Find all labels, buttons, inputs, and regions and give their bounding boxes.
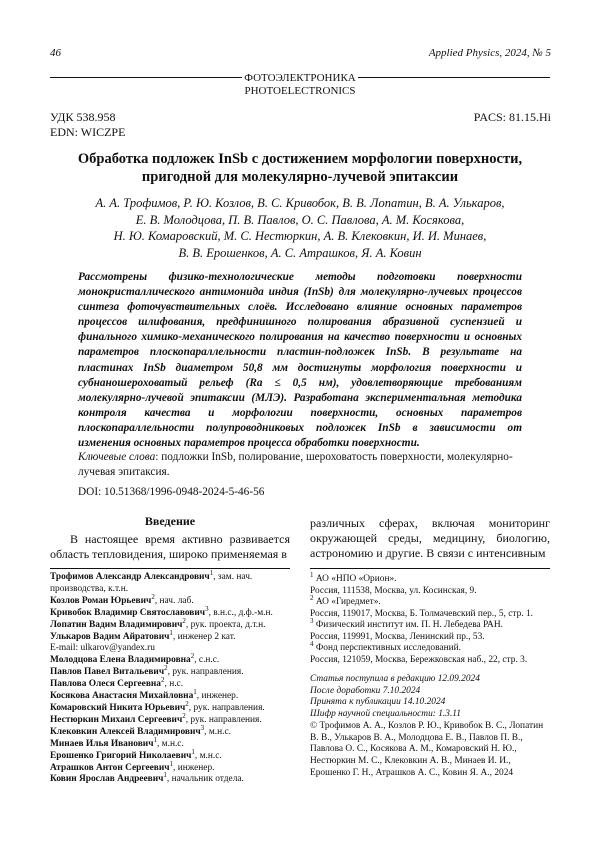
footnote-rule-right xyxy=(310,568,550,569)
organization-name xyxy=(310,639,550,655)
copyright: © Трофимов А. А., Козлов Р. Ю., Кривобок В. С., Лопатин В. В., Улькаров В. А., Молодцова Е. В., Павлов П. В., Павлова О. С., Косякова А. М., Комаровский Н. Ю., Нестюркин М. С., Клековкин А. В., Минаев И. И., Ерошенко Г. Н., Атрашков А. С., Ковин Я. А., 2024 xyxy=(310,721,544,778)
author-role: , рук. направления. xyxy=(167,667,244,678)
author-role: , зам. нач. производства, к.т.н. xyxy=(50,572,253,594)
author-info-item xyxy=(50,628,295,644)
pacs-code: PACS: 81.15.Hi xyxy=(473,110,551,124)
author-role: , начальник отдела. xyxy=(166,774,244,785)
affiliation-mark: 2 xyxy=(164,664,168,673)
section-rule-left xyxy=(50,77,242,78)
author-line: В. В. Ерошенков, А. С. Атрашков, Я. А. Ковин xyxy=(178,245,422,260)
keywords-text: : подложки InSb, полирование, шероховатость поверхности, молекулярно-лучевая эпитаксия. xyxy=(78,451,513,478)
author-role: , рук. проекта, д.т.н. xyxy=(185,619,266,630)
article-dates xyxy=(310,674,550,720)
organization-address: Россия, 121059, Москва, Бережковская наб., 22, стр. 3. xyxy=(310,654,528,665)
author-role: , нач. лаб. xyxy=(154,595,194,606)
affiliation-mark: 1 xyxy=(169,628,173,637)
date-received: Статья поступила в редакцию 12.09.2024 xyxy=(310,674,480,684)
affiliation-mark: 1 xyxy=(191,747,195,756)
author-role: , н.с. xyxy=(164,679,184,690)
affiliation-mark: 3 xyxy=(205,604,209,613)
author-role: , инженер. xyxy=(196,691,239,702)
author-role: , в.н.с., д.ф.-м.н. xyxy=(208,607,273,618)
author-info-item xyxy=(50,771,295,786)
author-name: Ковин Ярослав Андреевич xyxy=(50,774,164,785)
author-role: , инженер. xyxy=(173,762,215,773)
organization-address: Россия, 119991, Москва, Ленинский пр., 53. xyxy=(310,631,485,642)
author-name: Минаев Илья Иванович xyxy=(50,738,154,749)
author-info-item xyxy=(50,592,295,608)
udc-code: УДК 538.958 xyxy=(50,110,116,124)
section-title-en: PHOTOELECTRONICS xyxy=(244,85,356,97)
paper-title: Обработка подложек InSb с достижением морфологии поверхности, пригодной для молекулярно-лучевой эпитаксии xyxy=(77,151,523,185)
author-info-item xyxy=(50,711,295,727)
author-info-item xyxy=(50,652,295,667)
footnote-rule-left xyxy=(50,568,290,569)
affiliation-mark: 2 xyxy=(185,699,189,708)
affiliation-mark: 1 xyxy=(169,759,174,768)
author-name: Клековкин Алексей Владимирович xyxy=(50,726,201,737)
author-info-item xyxy=(50,664,295,679)
affiliation-mark: 2 xyxy=(182,711,186,720)
affiliation-mark: 2 xyxy=(190,652,195,661)
affiliation-mark: 2 xyxy=(151,592,155,601)
organization-mark: 4 xyxy=(310,639,314,648)
author-name: Атрашков Антон Сергеевич xyxy=(50,762,170,773)
author-role: , м.н.с. xyxy=(194,750,222,761)
author-name: Лопатин Вадим Владимирович xyxy=(50,619,183,630)
keywords-label: Ключевые слова xyxy=(78,451,156,463)
section-title-ru: ФОТОЭЛЕКТРОНИКА xyxy=(244,72,356,84)
author-name: Косякова Анастасия Михайловна xyxy=(50,691,194,702)
author-role: , инженер 2 кат. xyxy=(172,631,236,642)
organization-name xyxy=(310,616,550,632)
specialty-code: Шифр научной специальности: 1.3.11 xyxy=(310,708,461,719)
introduction-text-left: В настоящее время активно развивается область тепловидения, широко применяемая в xyxy=(50,532,290,561)
author-name: Павлова Олеся Сергеевна xyxy=(50,679,161,690)
introduction-text-right: различных сферах, включая мониторинг окружающей среды, медицину, биологию, астрономию и другие. В связи с интенсивным xyxy=(310,516,550,560)
section-heading xyxy=(0,72,600,98)
author-line: Е. В. Молодцова, П. В. Павлов, О. С. Павлова, А. М. Косякова, xyxy=(135,212,465,227)
author-info-item xyxy=(50,604,295,620)
author-info-item xyxy=(50,699,295,715)
organization-name xyxy=(310,593,550,609)
author-info-item xyxy=(50,723,295,739)
author-name: Козлов Роман Юрьевич xyxy=(50,595,152,606)
author-role: , рук. направления. xyxy=(188,702,265,713)
author-list xyxy=(62,195,538,261)
author-name: Павлов Павел Витальевич xyxy=(50,667,165,678)
author-role: , с.н.с. xyxy=(194,655,220,666)
journal-header: Applied Physics, 2024, № 5 xyxy=(428,47,551,59)
abstract: Рассмотрены физико-технологические методы подготовки поверхности монокристаллического антимонида индия (InSb) для молекулярно-лучевых процессов синтеза фоточувствительных слоёв. Исследовано влияние основных параметров процессов шлифования, предфинишного полирования абразивной суспензией и финального химико-механического полирования на качество поверхности и основных параметров плоскопараллельности пластин-подложек InSb. В результате на пластинах InSb диаметром 50,8 мм достигнуты морфология поверхности и субнаношероховатый рельеф (Ra ≤ 0,5 нм), удовлетворяющие требованиям молекулярно-лучевой эпитаксии (МЛЭ). Разработана экспериментальная методика контроля качества и морфологии поверхности, основных параметров плоскопараллельности полупроводниковых подложек InSb в зависимости от изменения основных параметров процесса обработки поверхности. xyxy=(78,271,522,450)
organization-mark: 3 xyxy=(310,616,314,625)
author-info-item xyxy=(50,759,295,775)
affiliation-mark: 2 xyxy=(182,616,186,625)
edn-code: EDN: WICZPE xyxy=(50,125,126,139)
author-name: Кривобок Владимир Святославович xyxy=(50,607,206,618)
organizations-list xyxy=(310,570,550,666)
organization-title: Физический институт им. П. Н. Лебедева РАН. xyxy=(313,620,503,630)
page-number: 46 xyxy=(50,47,61,59)
organization-title: АО «НПО «Орион». xyxy=(313,574,397,584)
date-revised: После доработки 7.10.2024 xyxy=(310,685,421,696)
doi: DOI: 10.51368/1996-0948-2024-5-46-56 xyxy=(78,486,265,498)
affiliation-mark: 2 xyxy=(161,676,165,685)
author-role: , м.н.с. xyxy=(204,726,231,737)
author-info-item xyxy=(50,643,295,655)
affiliation-mark: 1 xyxy=(163,771,167,780)
introduction-heading: Введение xyxy=(144,514,196,528)
keywords xyxy=(78,450,522,480)
author-role: E-mail: ulkarov@yandex.ru xyxy=(50,643,155,654)
author-role: , рук. направления. xyxy=(185,714,262,725)
author-info-item xyxy=(50,687,295,703)
author-info-item xyxy=(50,676,295,691)
affiliation-mark: 1 xyxy=(209,568,214,577)
author-role: , м.н.с. xyxy=(156,738,184,749)
author-name: Молодцова Елена Владимировна xyxy=(50,655,191,666)
organization-title: Фонд перспективных исследований. xyxy=(313,643,461,653)
section-rule-right xyxy=(358,77,550,78)
organization-title: АО «Гиредмет». xyxy=(313,597,381,607)
organization-address: Россия, 111538, Москва, ул. Косинская, 9. xyxy=(310,585,477,596)
date-accepted: Принята к публикации 14.10.2024 xyxy=(310,697,446,708)
affiliation-mark: 1 xyxy=(153,735,157,744)
affiliation-mark: 3 xyxy=(200,723,205,732)
organization-mark: 1 xyxy=(310,570,314,579)
organization-name xyxy=(310,570,550,586)
author-line: А. А. Трофимов, Р. Ю. Козлов, В. С. Кривобок, В. В. Лопатин, В. А. Улькаров, xyxy=(95,196,505,210)
author-info-item xyxy=(50,568,295,596)
organization-address: Россия, 119017, Москва, Б. Толмачевский пер., 5, стр. 1. xyxy=(310,608,533,619)
author-name: Улькаров Вадим Айратович xyxy=(50,631,170,642)
author-name: Ерошенко Григорий Николаевич xyxy=(50,750,192,761)
organization-mark: 2 xyxy=(310,593,314,602)
udc-block xyxy=(50,110,125,140)
author-name: Нестюркин Михаил Сергеевич xyxy=(50,714,183,725)
author-info-item xyxy=(50,735,295,751)
affiliation-mark: 1 xyxy=(193,687,197,696)
author-info-list xyxy=(50,568,295,786)
author-name: Комаровский Никита Юрьевич xyxy=(50,702,186,713)
author-name: Трофимов Александр Александрович xyxy=(50,572,210,582)
author-line: Н. Ю. Комаровский, М. С. Нестюркин, А. В. Клековкин, И. И. Минаев, xyxy=(113,229,487,243)
